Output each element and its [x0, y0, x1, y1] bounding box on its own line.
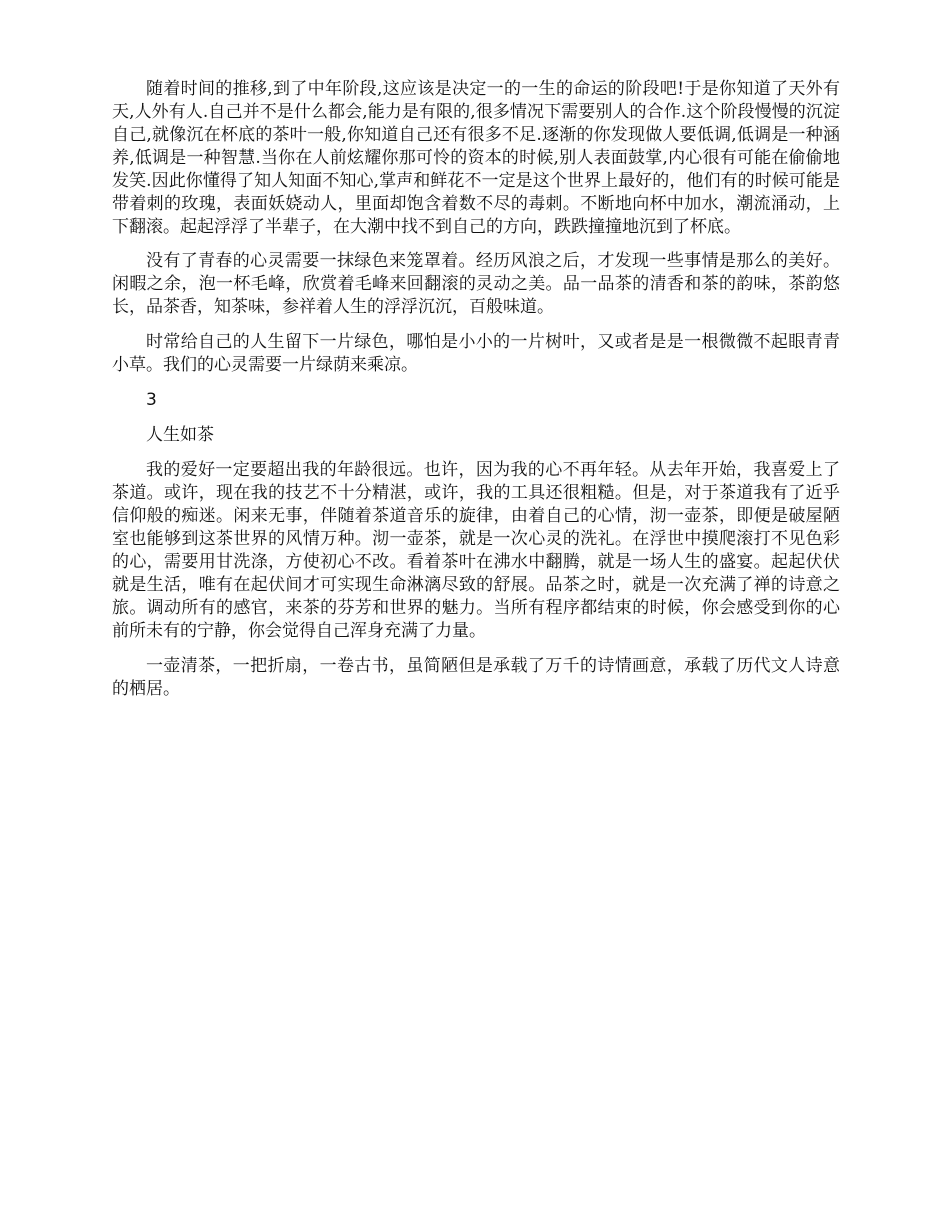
paragraph-pot-of-tea: 一壶清茶，一把折扇，一卷古书，虽简陋但是承载了万千的诗情画意，承载了历代文人诗意的栖居。: [112, 656, 840, 699]
paragraph-middle-age: 随着时间的推移,到了中年阶段,这应该是决定一的一生的命运的阶段吧!于是你知道了天外有天,人外有人.自己并不是什么都会,能力是有限的,很多情况下需要别人的合作.这个阶段慢慢的沉淀自己,就像沉在杯底的茶叶一般,你知道自己还有很多不足.逐渐的你发现做人要低调,低调是一种涵养,低调是一种智慧.当你在人前炫耀你那可怜的资本的时候,别人表面鼓掌,内心很有可能在偷偷地发笑.因此你懂得了知人知面不知心,掌声和鲜花不一定是这个世界上最好的，他们有的时候可能是带着刺的玫瑰，表面妖娆动人，里面却饱含着数不尽的毒刺。不断地向杯中加水，潮流涌动，上下翻滚。起起浮浮了半辈子，在大潮中找不到自己的方向，跌跌撞撞地沉到了杯底。: [112, 79, 840, 237]
document-page: [112, 78, 840, 713]
paragraph-leave-green: 时常给自己的人生留下一片绿色，哪怕是小小的一片树叶，又或者是是一根微微不起眼青青小草。我们的心灵需要一片绿荫来乘凉。: [112, 332, 840, 375]
section-title: 人生如茶: [146, 425, 214, 445]
paragraph-tea-hobby: 我的爱好一定要超出我的年龄很远。也许，因为我的心不再年轻。从去年开始，我喜爱上了茶道。或许，现在我的技艺不十分精湛，或许，我的工具还很粗糙。但是，对于茶道我有了近乎信仰般的痴迷。闲来无事，伴随着茶道音乐的旋律，由着自己的心情，沏一壶茶，即便是破屋陋室也能够到这茶世界的风情万种。沏一壶茶，就是一次心灵的洗礼。在浮世中摸爬滚打不见色彩的心，需要用甘洗涤，方使初心不改。看着茶叶在沸水中翻腾，就是一场人生的盛宴。起起伏伏就是生活，唯有在起伏间才可实现生命淋漓尽致的舒展。品茶之时，就是一次充满了禅的诗意之旅。调动所有的感官，来茶的芬芳和世界的魅力。当所有程序都结束的时候，你会感受到你的心前所未有的宁静，你会觉得自己浑身充满了力量。: [112, 460, 840, 641]
section-number: 3: [146, 390, 157, 410]
paragraph-green-soul: 没有了青春的心灵需要一抹绿色来笼罩着。经历风浪之后，才发现一些事情是那么的美好。闲暇之余，泡一杯毛峰，欣赏着毛峰来回翻滚的灵动之美。品一品茶的清香和茶的韵味，茶韵悠长，品茶香，知茶味，参祥着人生的浮浮沉沉，百般味道。: [112, 251, 840, 317]
